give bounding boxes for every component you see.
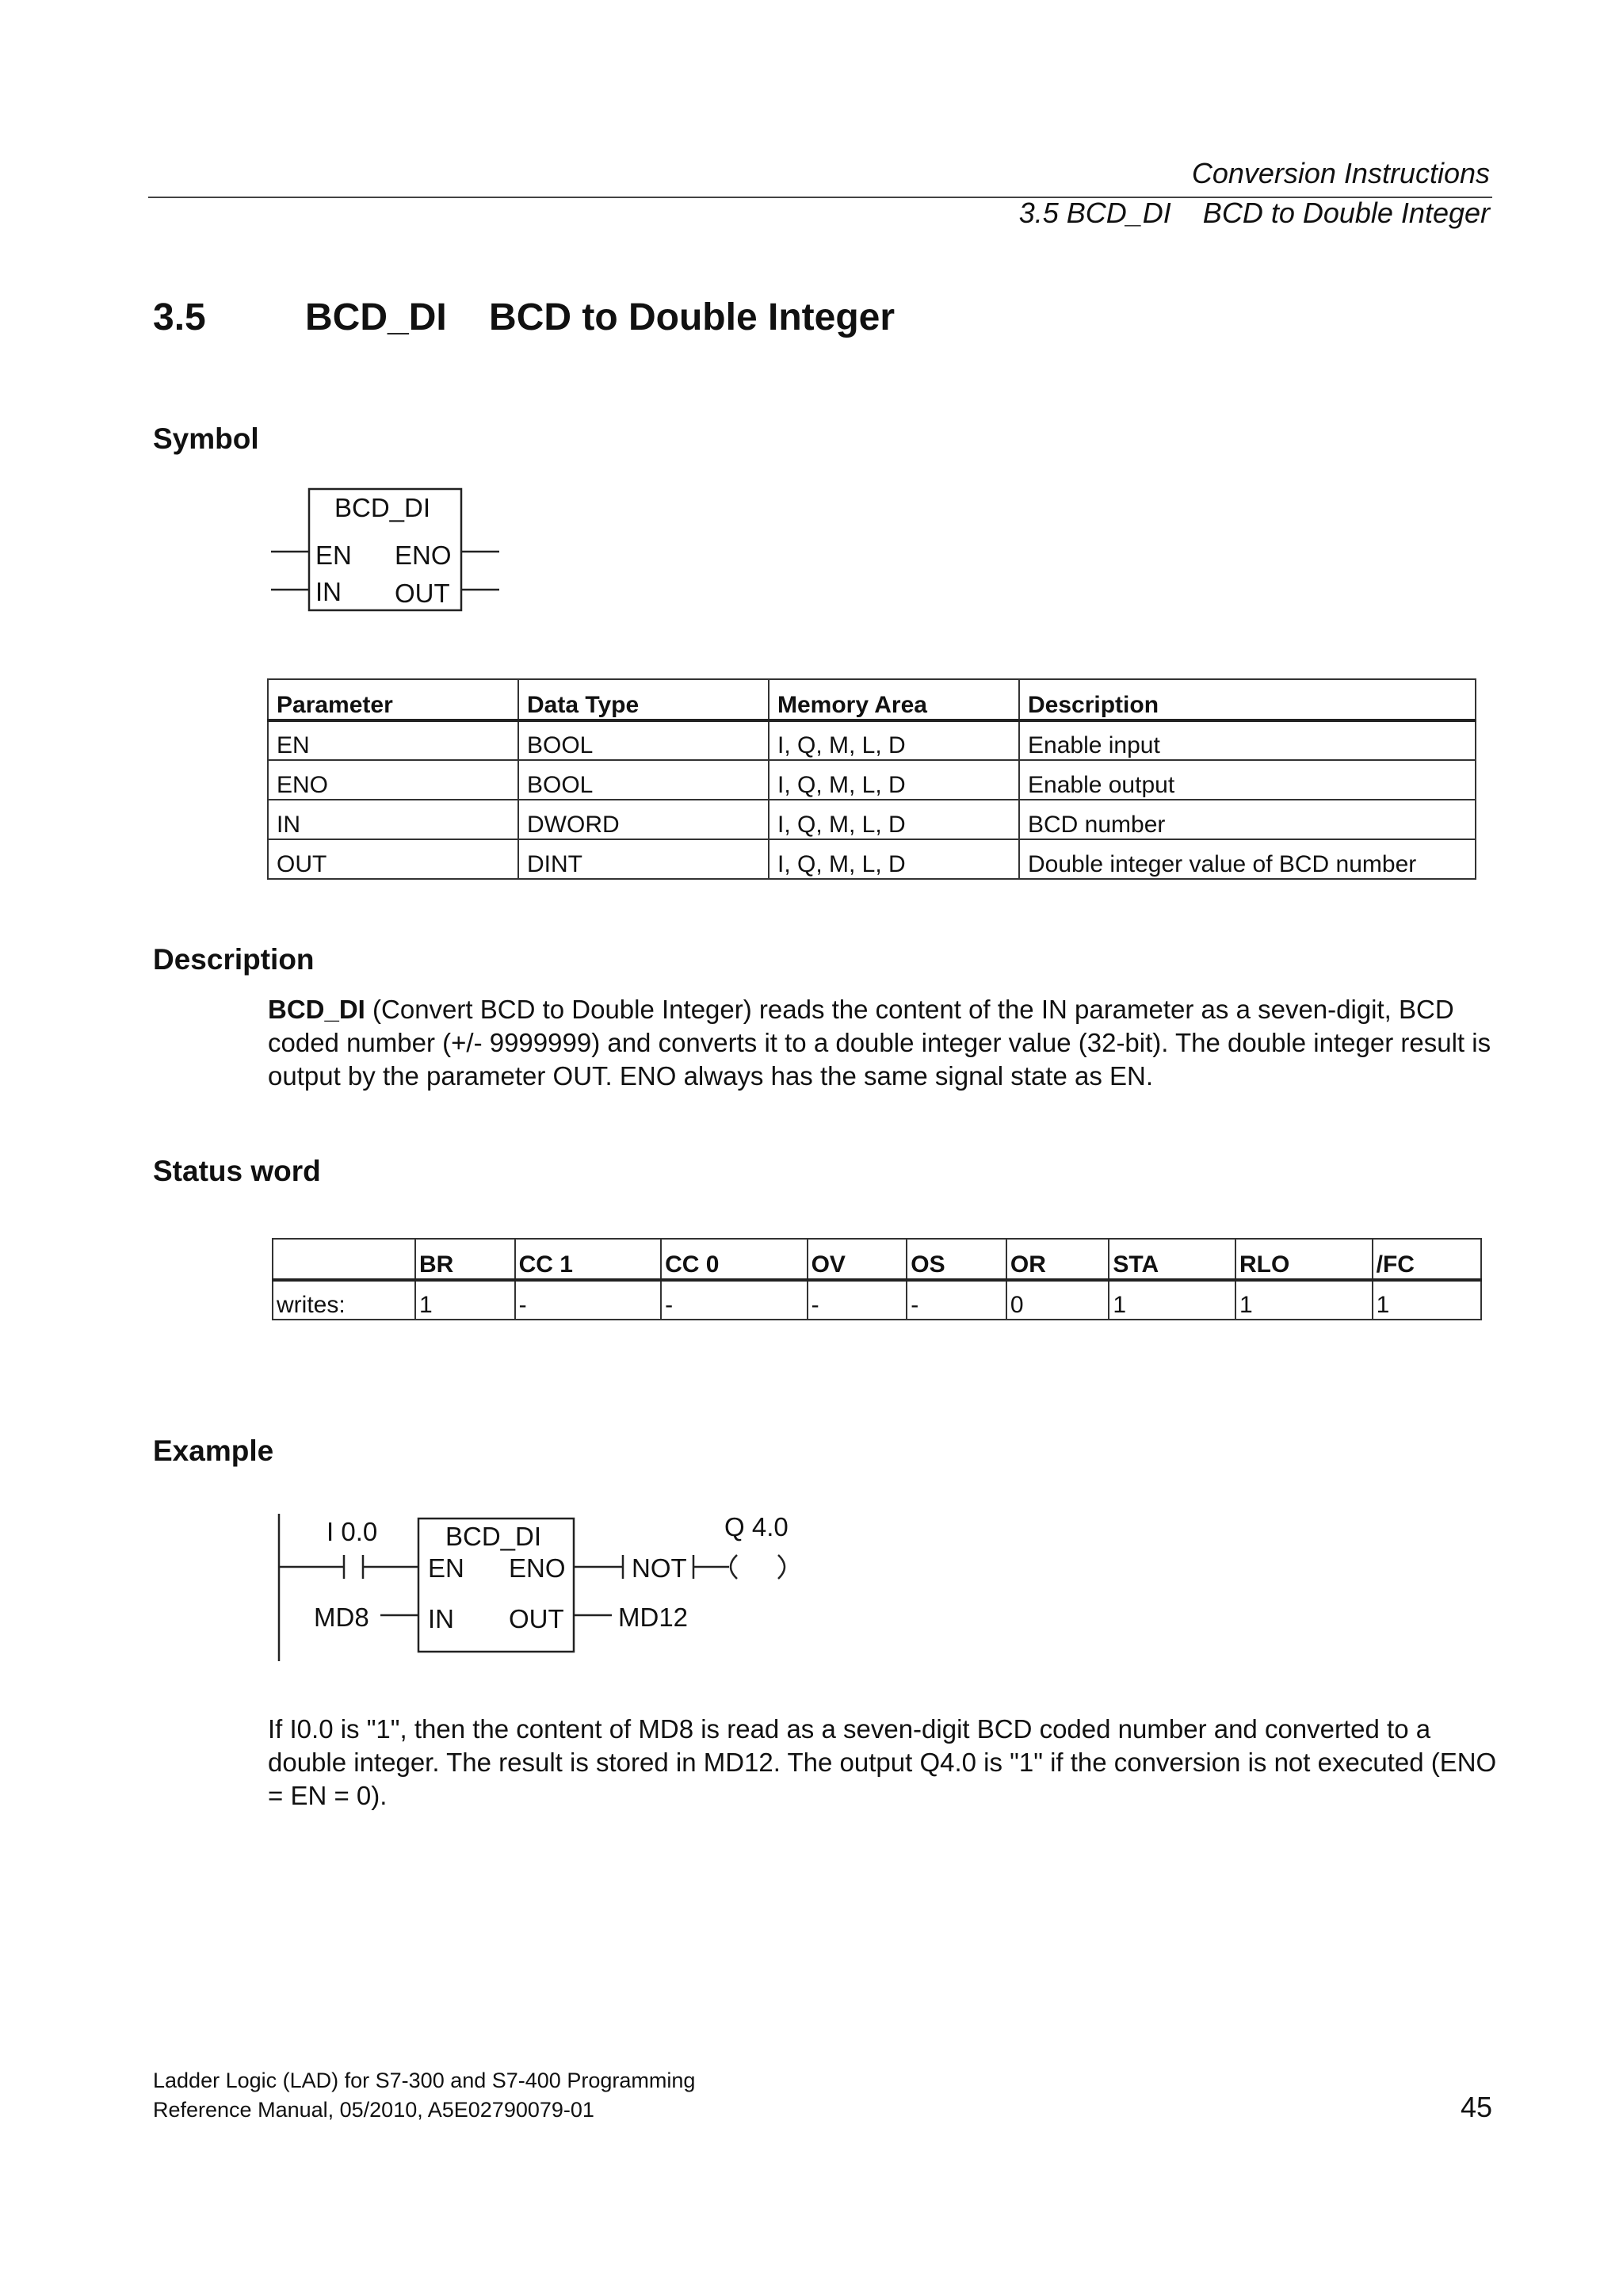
table-cell: OUT [268,839,518,879]
example-in: IN [428,1604,454,1633]
example-ladder-diagram [269,1506,824,1672]
running-header-chapter: Conversion Instructions [1191,157,1490,189]
table-cell: ENO [268,760,518,800]
table-cell: Enable output [1019,760,1476,800]
not-contact-label: NOT [632,1553,687,1583]
table-header-cell: BR [415,1239,515,1280]
example-heading: Example [153,1435,274,1467]
table-header-cell: STA [1109,1239,1235,1280]
table-cell: 1 [415,1280,515,1320]
example-out: OUT [509,1604,564,1633]
table-row [268,800,1476,839]
table-cell: I, Q, M, L, D [769,800,1019,839]
symbol-out: OUT [395,579,450,608]
page-number: 45 [1460,2091,1492,2123]
table-cell: I, Q, M, L, D [769,720,1019,760]
symbol-box-name: BCD_DI [334,493,431,522]
description-text: (Convert BCD to Double Integer) reads the content of the IN parameter as a seven-digit, BCD coded number (+/- 9999999) and converts it to a double integer value (32-bit). The double integer result is output by the parameter OUT. ENO always has the same signal state as EN. [268,995,1491,1091]
symbol-diagram [262,483,523,618]
table-cell: IN [268,800,518,839]
table-cell: - [515,1280,662,1320]
table-header-cell: Data Type [518,679,769,720]
operand-md12: MD12 [618,1603,689,1632]
table-header-cell: OV [808,1239,907,1280]
section-title: BCD_DI BCD to Double Integer [305,296,896,338]
table-cell: 1 [1373,1280,1481,1320]
symbol-en: EN [315,541,352,570]
table-cell: I, Q, M, L, D [769,760,1019,800]
example-box-name: BCD_DI [445,1522,542,1551]
table-cell: 1 [1235,1280,1373,1320]
table-cell: I, Q, M, L, D [769,839,1019,879]
table-header-cell: Parameter [268,679,518,720]
table-header-cell: OR [1006,1239,1109,1280]
table-cell: BOOL [518,720,769,760]
table-header-cell: Description [1019,679,1476,720]
example-paragraph: If I0.0 is "1", then the content of MD8 is read as a seven-digit BCD coded number and converted to a double integer. The result is stored in MD12. The output Q4.0 is "1" if the conversion is not executed (ENO = EN = 0). [268,1714,1497,1810]
table-cell: - [661,1280,808,1320]
table-cell: 1 [1109,1280,1235,1320]
table-header-row [273,1239,1481,1280]
example-en: EN [428,1553,464,1583]
table-cell: 0 [1006,1280,1109,1320]
table-header-cell: Memory Area [769,679,1019,720]
table-header-cell: CC 1 [515,1239,662,1280]
table-cell: DWORD [518,800,769,839]
description-lead: BCD_DI [268,995,365,1024]
coil-label-q40: Q 4.0 [724,1512,789,1541]
table-cell: BCD number [1019,800,1476,839]
table-cell: - [808,1280,907,1320]
status-word-heading: Status word [153,1155,321,1187]
table-header-cell: /FC [1373,1239,1481,1280]
running-header-section: 3.5 BCD_DI BCD to Double Integer [1018,197,1490,229]
footer-line-1: Ladder Logic (LAD) for S7-300 and S7-400 Programming [153,2069,696,2092]
table-cell: EN [268,720,518,760]
description-heading: Description [153,943,315,976]
table-header-cell: OS [907,1239,1006,1280]
status-word-table [272,1238,1482,1320]
contact-label-i00: I 0.0 [327,1517,378,1546]
table-cell: BOOL [518,760,769,800]
description-paragraph [268,993,1504,1093]
table-cell: Enable input [1019,720,1476,760]
section-number: 3.5 [153,296,206,338]
table-cell: - [907,1280,1006,1320]
table-row [268,720,1476,760]
symbol-heading: Symbol [153,422,259,455]
parameter-table [267,678,1476,880]
table-header-cell [273,1239,415,1280]
operand-md8: MD8 [314,1603,369,1632]
example-eno: ENO [509,1553,566,1583]
table-row [268,760,1476,800]
table-cell: writes: [273,1280,415,1320]
table-cell: Double integer value of BCD number [1019,839,1476,879]
symbol-in: IN [315,577,342,606]
table-header-row [268,679,1476,720]
symbol-eno: ENO [395,541,452,570]
table-header-cell: RLO [1235,1239,1373,1280]
table-cell: DINT [518,839,769,879]
table-row [268,839,1476,879]
table-row [273,1280,1481,1320]
footer-line-2: Reference Manual, 05/2010, A5E02790079-01 [153,2098,594,2122]
table-header-cell: CC 0 [661,1239,808,1280]
